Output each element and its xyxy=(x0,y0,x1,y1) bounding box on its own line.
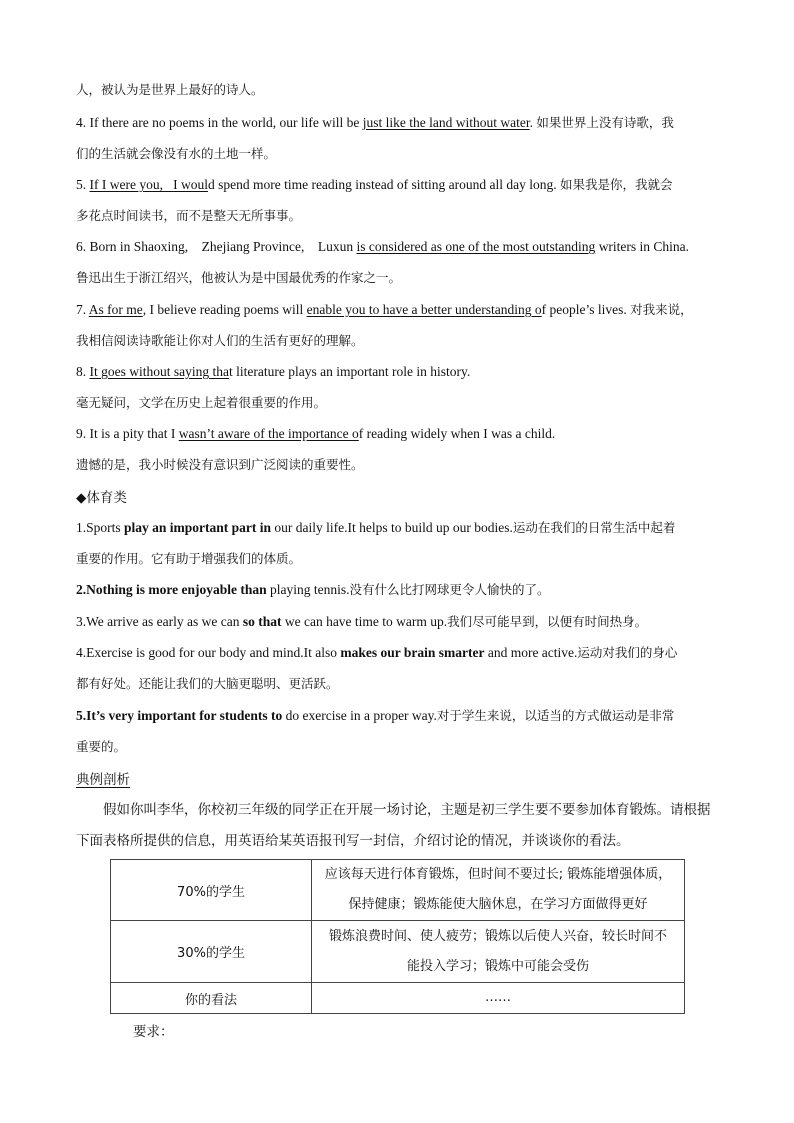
requirements-label: 要求： xyxy=(133,1024,174,1040)
info-table xyxy=(110,859,685,1014)
cell-line: 保持健康；锻炼能使大脑休息，在学习方面做得更好 xyxy=(348,897,648,912)
table-cell: 你的看法 xyxy=(111,983,312,1014)
sports-item-5: 5.It’s very important for students to do exercise in a proper way.对于学生来说，以适当的方式做运动是非常 xyxy=(76,708,675,723)
sentence-8: 8. It goes without saying that literature plays an important role in history. xyxy=(76,364,471,379)
sentence-7: 7. As for me, I believe reading poems will enable you to have a better understanding of people’s lives. 对我来说， xyxy=(76,302,693,317)
sentence-4-translation: 们的生活就会像没有水的土地一样。 xyxy=(76,146,277,161)
example-paragraph: 假如你叫李华，你校初三年级的同学正在开展一场讨论，主题是初三学生要不要参加体育锻炼。请根据下面表格所提供的信息，用英语给某英语报刊写一封信，介绍讨论的情况，并谈谈你的看法。 xyxy=(76,802,711,849)
table-cell: …… xyxy=(312,983,685,1014)
sentence-8-translation: 毫无疑问，文学在历史上起着很重要的作用。 xyxy=(76,395,327,410)
sports-item-3: 3.We arrive as early as we can so that we can have time to warm up.我们尽可能早到，以便有时间热身。 xyxy=(76,614,648,629)
table-cell: 70%的学生 xyxy=(111,860,312,921)
sentence-6-translation: 鲁迅出生于浙江绍兴，他被认为是中国最优秀的作家之一。 xyxy=(76,270,402,285)
sports-heading: ◆体育类 xyxy=(76,490,127,506)
sentence-4: 4. If there are no poems in the world, our life will be just like the land without water. 如果世界上没有诗歌，我 xyxy=(76,115,674,130)
sports-item-4: 4.Exercise is good for our body and mind.It also makes our brain smarter and more active.运动对我们的身心 xyxy=(76,645,678,660)
table-cell xyxy=(312,921,685,983)
table-row xyxy=(111,983,685,1014)
example-heading: 典例剖析 xyxy=(76,772,130,788)
sentence-6: 6. Born in Shaoxing, Zhejiang Province, Luxun is considered as one of the most outstanding writers in China. xyxy=(76,239,690,254)
table-row xyxy=(111,921,685,983)
table-cell: 30%的学生 xyxy=(111,921,312,983)
sentence-9-translation: 遗憾的是，我小时候没有意识到广泛阅读的重要性。 xyxy=(76,457,364,472)
sports-item-1-cont: 重要的作用。它有助于增强我们的体质。 xyxy=(76,551,302,566)
sentence-5-translation: 多花点时间读书，而不是整天无所事事。 xyxy=(76,208,302,223)
sports-item-1: 1.Sports play an important part in our daily life.It helps to build up our bodies.运动在我们的日常生活中起着 xyxy=(76,520,676,535)
sentence-9: 9. It is a pity that I wasn’t aware of the importance of reading widely when I was a child. xyxy=(76,426,556,441)
table-cell xyxy=(312,860,685,921)
sports-item-5-cont: 重要的。 xyxy=(76,739,127,754)
sentence-5: 5. If I were you, I would spend more time reading instead of sitting around all day long. 如果我是你，我就会 xyxy=(76,177,673,192)
cell-line: 能投入学习；锻炼中可能会受伤 xyxy=(406,958,589,974)
sentence-7-translation: 我相信阅读诗歌能让你对人们的生活有更好的理解。 xyxy=(76,333,364,348)
sports-item-4-cont: 都有好处。还能让我们的大脑更聪明、更活跃。 xyxy=(76,676,339,691)
sports-item-2: 2.Nothing is more enjoyable than playing tennis.没有什么比打网球更令人愉快的了。 xyxy=(76,582,550,597)
cell-line: 锻炼浪费时间、使人疲劳；锻炼以后使人兴奋，较长时间不 xyxy=(328,928,667,944)
cell-line: 应该每天进行体育锻炼，但时间不要过长; 锻炼能增强体质， xyxy=(324,867,672,882)
text-line: 人，被认为是世界上最好的诗人。 xyxy=(76,82,264,97)
table-row xyxy=(111,860,685,921)
